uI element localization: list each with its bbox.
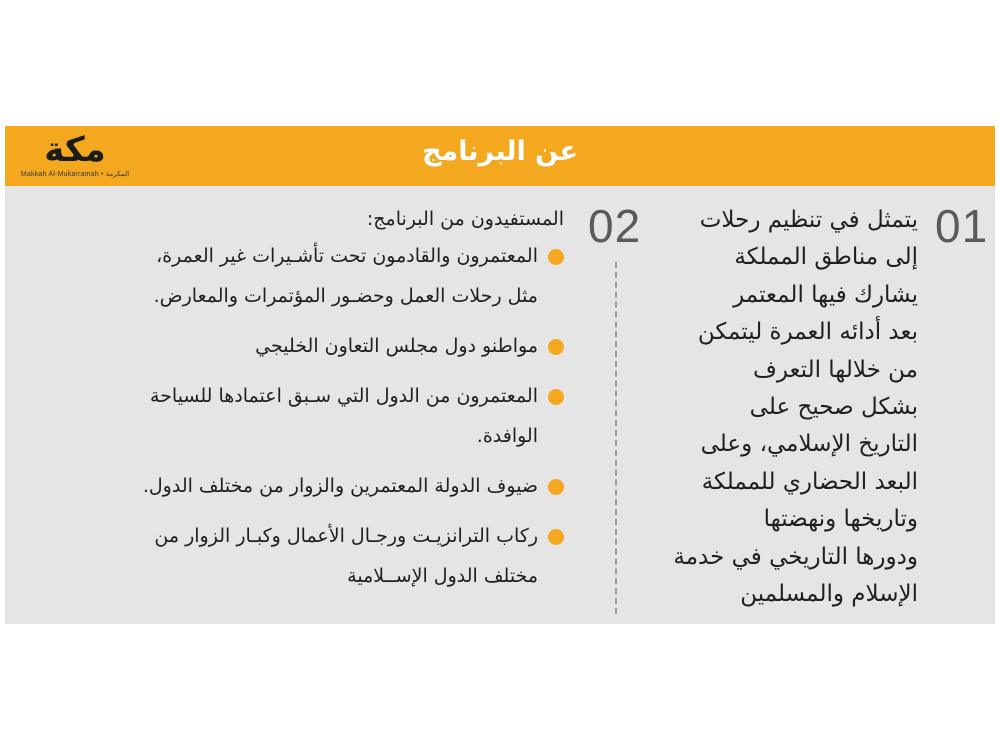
bullet-dot-icon [548,339,564,355]
program-info-card [5,126,995,624]
section-number-01: 01 [935,200,989,252]
description-line: وتاريخها ونهضتها [763,506,918,533]
beneficiary-line: مثل رحلات العمل وحضـور المؤتمرات والمعارض. [153,285,538,307]
bullet-dot-icon [548,249,564,265]
description-line: البعد الحضاري للمملكة [701,468,918,495]
logo-wordmark: مكة [44,130,106,170]
beneficiaries-title: المستفيدون من البرنامج: [366,208,564,230]
beneficiary-line: ضيوف الدولة المعتمرين والزوار من مختلف الدول. [142,475,538,497]
bullet-dot-icon [548,479,564,495]
description-line: إلى مناطق المملكة [734,244,918,271]
description-line: بشكل صحيح على [749,394,918,421]
program-description [660,202,918,613]
description-line: التاريخ الإسلامي، وعلى [700,431,918,458]
bullet-dot-icon [548,389,564,405]
beneficiary-item [29,236,564,316]
beneficiary-line: الوافدة. [476,425,538,447]
section-number-02: 02 [588,200,642,252]
beneficiary-item [29,326,564,366]
header-bar [5,126,995,186]
bullet-dot-icon [548,529,564,545]
description-line: بعد أدائه العمرة ليتمكن [697,319,918,346]
description-line: يتمثل في تنظيم رحلات [699,207,918,233]
beneficiary-line: المعتمرون من الدول التي سـبق اعتمادها للسياحة [149,385,538,407]
description-line: الإسلام والمسلمين [740,581,918,608]
beneficiary-item [29,376,564,456]
beneficiary-item [29,466,564,506]
beneficiary-line: مختلف الدول الإســلامية [347,565,538,587]
column-divider [615,262,617,614]
beneficiaries-section [29,204,564,606]
description-line: من خلالها التعرف [753,356,918,383]
beneficiary-line: ركاب الترانزيـت ورجـال الأعمال وكبـار الزوار من [154,525,538,547]
logo-subtext: Makkah Al-Mukarramah • المكرمة [20,171,130,178]
beneficiary-line: مواطنو دول مجلس التعاون الخليجي [255,335,538,357]
beneficiary-line: المعتمرون والقادمون تحت تأشـيرات غير العمرة، [156,245,538,267]
description-line: ودورها التاريخي في خدمة [673,543,918,570]
description-line: يشارك فيها المعتمر [733,281,918,308]
beneficiary-item [29,516,564,596]
page-title: عن البرنامج [422,136,578,167]
